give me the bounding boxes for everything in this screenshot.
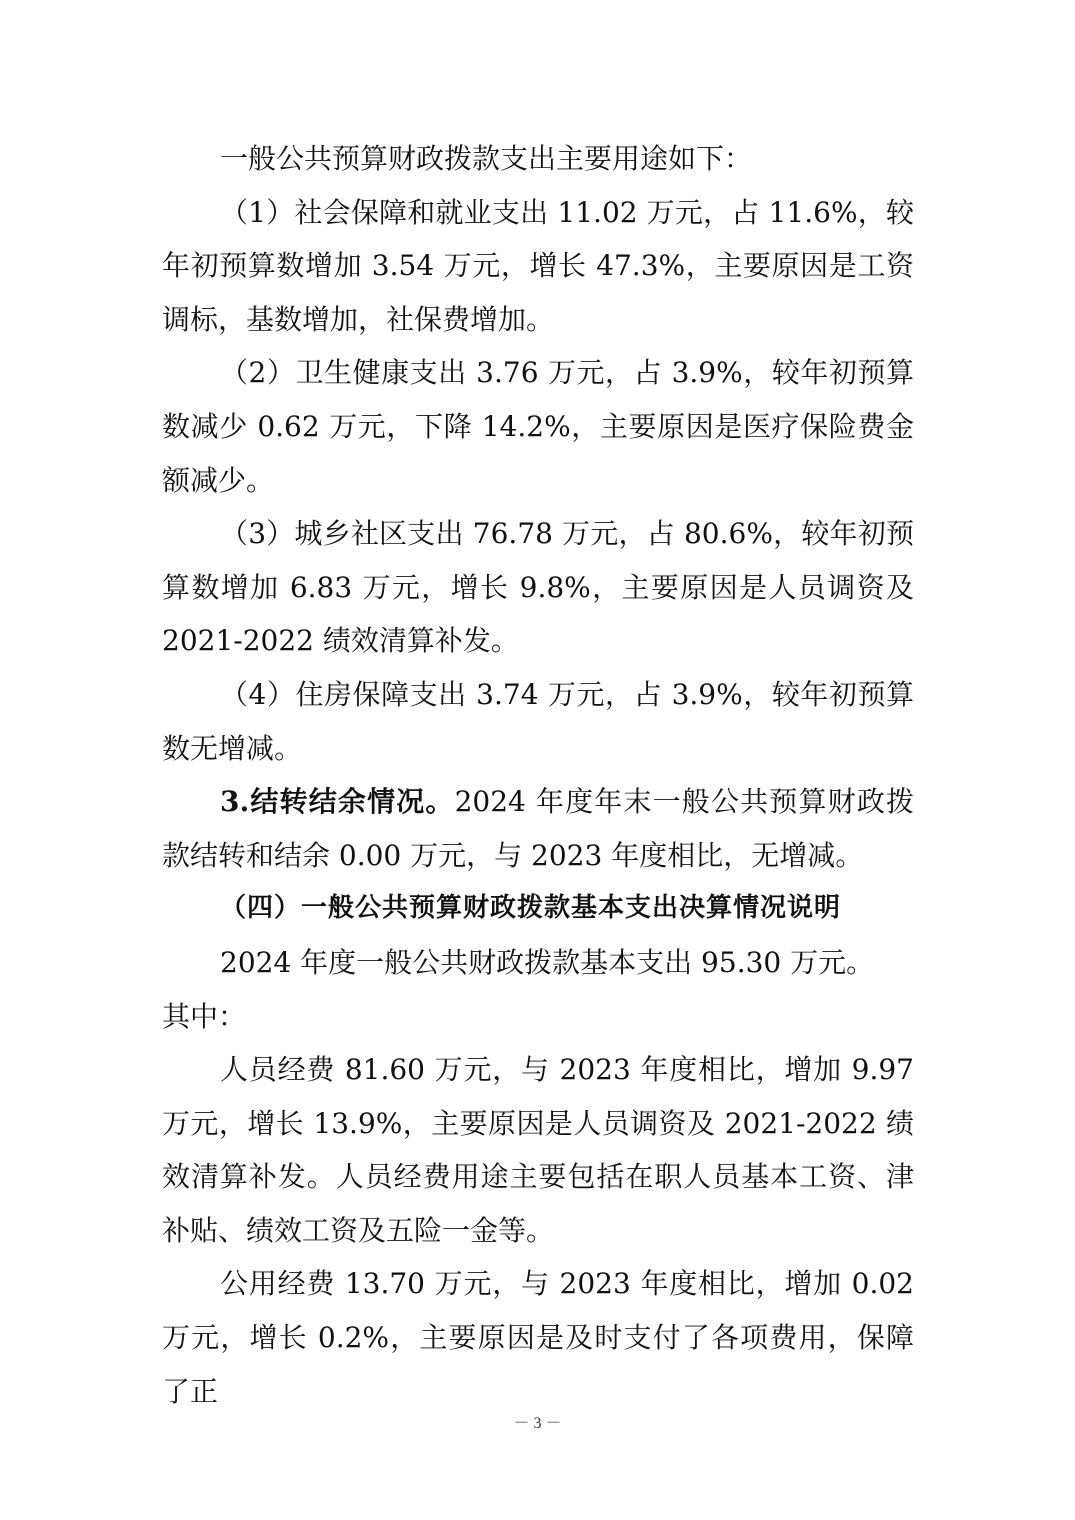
personnel-paragraph: 人员经费 81.60 万元，与 2023 年度相比，增加 9.97 万元，增长 13.9%，主要原因是人员调资及 2021-2022 绩效清算补发。人员经费用途主要包括在职人员基本工资、津补贴、绩效工资及五险一金等。	[162, 1053, 914, 1247]
carryover-text: 2024 年度年末一般公共预算财政拨款结转和结余 0.00 万元，与 2023 年度相比，无增减。	[162, 785, 914, 872]
item-social-security: （1）社会保障和就业支出 11.02 万元，占 11.6%，较年初预算数增加 3.54 万元，增长 47.3%，主要原因是工资调标，基数增加，社保费增加。	[162, 195, 914, 336]
public-expense-paragraph: 公用经费 13.70 万元，与 2023 年度相比，增加 0.02 万元，增长 0.2%，主要原因是及时支付了各项费用，保障了正	[162, 1267, 914, 1408]
document-body	[162, 132, 914, 1418]
item-urban-rural: （3）城乡社区支出 76.78 万元，占 80.6%，较年初预算数增加 6.83 万元，增长 9.8%，主要原因是人员调资及 2021-2022 绩效清算补发。	[162, 517, 914, 658]
carryover-paragraph	[162, 775, 914, 882]
item-health: （2）卫生健康支出 3.76 万元，占 3.9%，较年初预算数减少 0.62 万元，下降 14.2%，主要原因是医疗保险费金额减少。	[162, 356, 914, 497]
basic-total-paragraph: 2024 年度一般公共财政拨款基本支出 95.30 万元。	[220, 945, 875, 979]
among-label: 其中：	[162, 999, 247, 1033]
intro-paragraph: 一般公共预算财政拨款支出主要用途如下：	[220, 142, 753, 175]
page-number: － 3 －	[513, 1415, 562, 1432]
section-heading: （四）一般公共预算财政拨款基本支出决算情况说明	[220, 893, 842, 924]
carryover-label: 3.结转结余情况。	[220, 785, 455, 819]
item-housing: （4）住房保障支出 3.74 万元，占 3.9%，较年初预算数无增减。	[162, 677, 914, 765]
